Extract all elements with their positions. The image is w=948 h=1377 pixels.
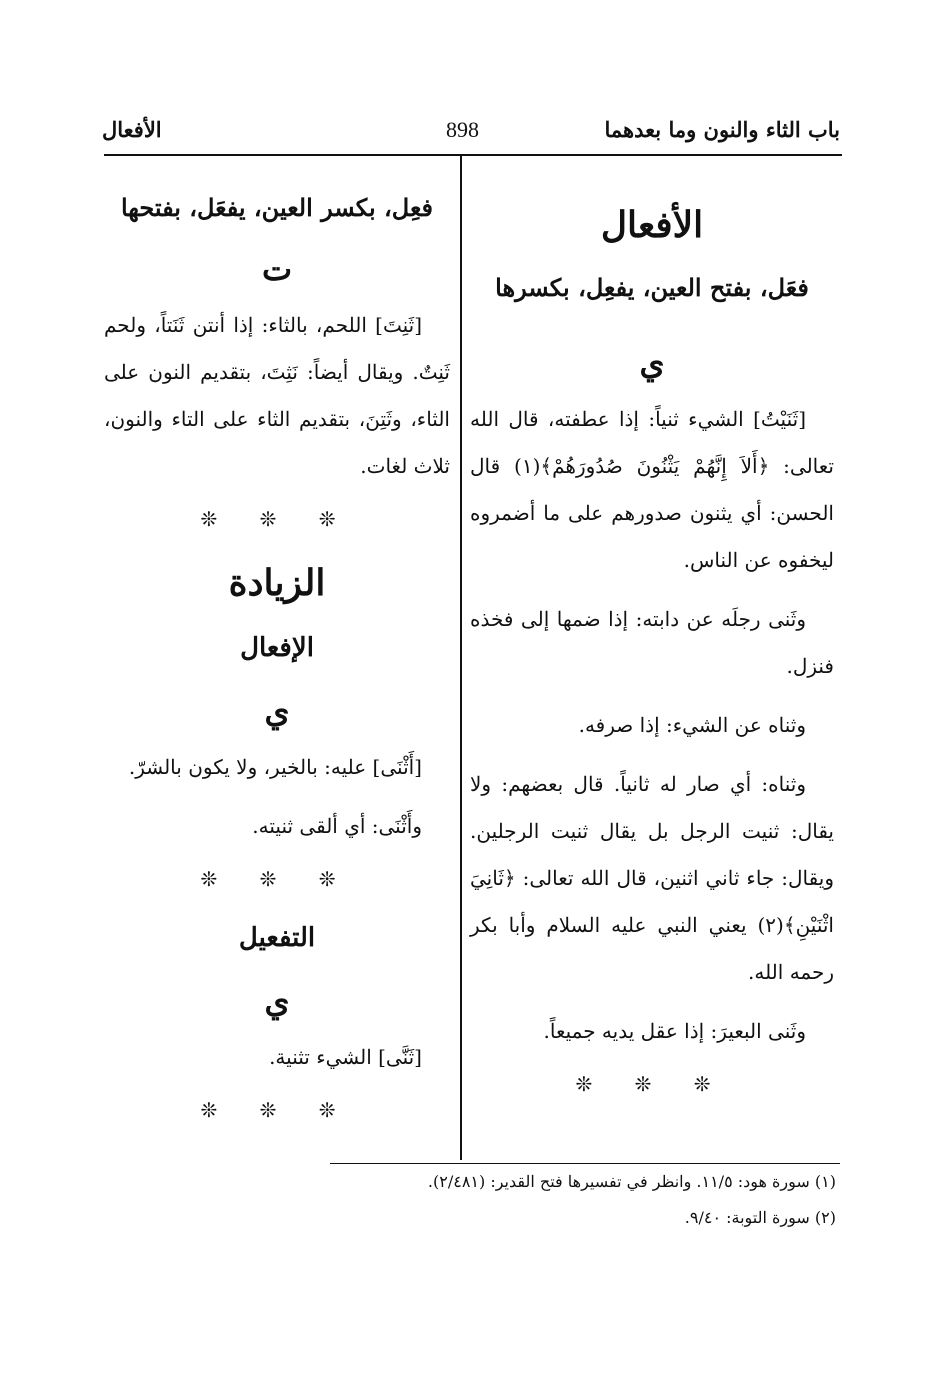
entry-thanahu-thani: وثناه: أي صار له ثانياً. قال بعضهم: ولا يقال: ثنيت الرجل بل يقال ثنيت الرجلين. ويقال: جاء ثاني اثنين، قال الله تعالى: ﴿ثَانِيَ اثْنَيْنِ﴾(٢) يعني النبي عليه السلام وأبا بكر رحمه الله. xyxy=(470,772,834,984)
entry-thanita: [ثَنِتَ] اللحم، بالثاء: إذا أنتن ثَنَتاً، ولحم ثَنِتٌ. ويقال أيضاً: نَثِتَ، بتقديم النون على الثاء، وثَتِنَ، بتقديم الثاء على التاء والنون، ثلاث لغات. xyxy=(104,313,450,478)
header-rule xyxy=(104,154,842,156)
letter-heading-ya: ي xyxy=(264,982,290,1020)
footnote-2: (٢) سورة التوبة: ٩/٤٠. xyxy=(684,1208,836,1227)
page-number: 898 xyxy=(446,117,479,142)
letter-heading-ya: ي xyxy=(264,692,290,730)
section-separator-stars: ❊ ❊ ❊ xyxy=(200,867,354,891)
entry-athna-alayhi: [أَثْنَى] عليه: بالخير، ولا يكون بالشرّ. xyxy=(128,755,422,779)
left-column xyxy=(104,180,450,1139)
entry-thanahu-an: وثناه عن الشيء: إذا صرفه. xyxy=(578,713,806,737)
footnote-rule xyxy=(330,1163,840,1164)
section-separator-stars: ❊ ❊ ❊ xyxy=(200,1098,354,1122)
pattern-heading-fatha-kasra: فعَل، بفتح العين، يفعِل، بكسرها xyxy=(495,273,809,302)
entry-thana-rijlahu: وثَنى رجلَه عن دابته: إذا ضمها إلى فخذه فنزل. xyxy=(470,607,834,678)
footnote-1: (١) سورة هود: ١١/٥. وانظر في تفسيرها فتح القدير: (٢/٤٨١). xyxy=(427,1172,836,1191)
letter-heading-ya: ي xyxy=(639,344,665,382)
right-column xyxy=(470,190,834,1113)
section-heading-tafil: التفعيل xyxy=(238,923,316,953)
entry-thanaytu: [ثَنَيْتُ] الشيء ثنياً: إذا عطفته، قال الله تعالى: ﴿أَلاَ إِنَّهُمْ يَثْنُونَ صُدُورَهُمْ﴾(١) قال الحسن: أي يثنون صدورهم على ما أضمروه ليخفوه عن الناس. xyxy=(470,407,834,572)
letter-heading-ta: ت xyxy=(261,250,293,288)
running-header-section: الأفعال xyxy=(102,117,162,142)
section-separator-stars: ❊ ❊ ❊ xyxy=(575,1072,729,1096)
entry-thana-albaeer: وثَنى البعيرَ: إذا عقل يديه جميعاً. xyxy=(543,1019,806,1043)
running-header-chapter: باب الثاء والنون وما بعدهما xyxy=(604,117,840,142)
section-heading-ifal: الإفعال xyxy=(240,633,314,663)
section-separator-stars: ❊ ❊ ❊ xyxy=(200,507,354,531)
column-divider xyxy=(460,156,462,1160)
section-heading-ziyada: الزيادة xyxy=(228,562,326,604)
pattern-heading-kasra-fatha: فعِل، بكسر العين، يفعَل، بفتحها xyxy=(120,193,434,222)
entry-athna-thaniyyatahu: وأَثْنَى: أي ألقى ثنيته. xyxy=(252,814,422,838)
section-heading-afal: الأفعال xyxy=(600,204,704,246)
entry-thanna: [ثَنَّى] الشيء تثنية. xyxy=(269,1045,422,1069)
